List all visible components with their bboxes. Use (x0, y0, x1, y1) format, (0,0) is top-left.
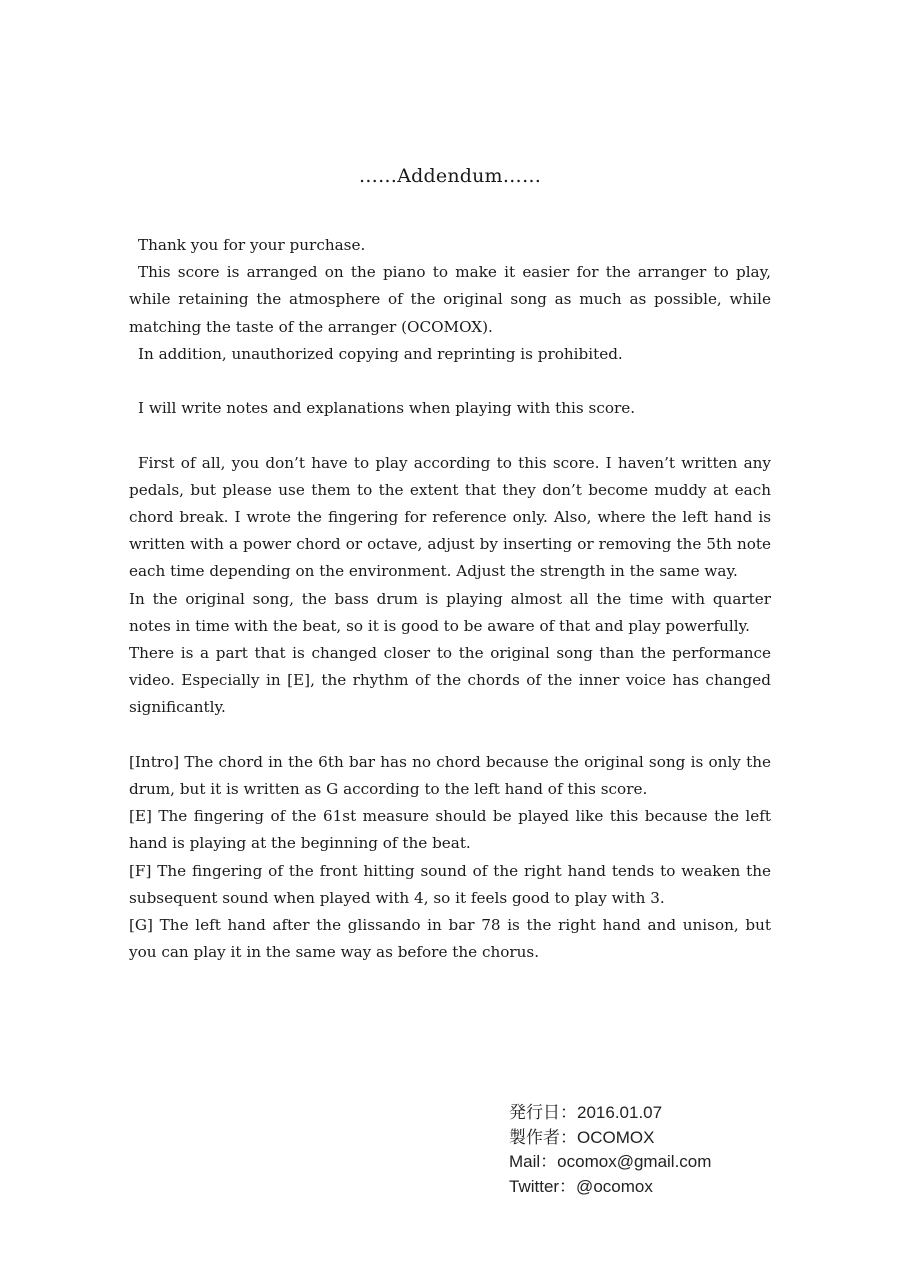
thanks-paragraph: Thank you for your purchase. (138, 236, 366, 254)
section-note-f: [F] The fingering of the front hitting sound of the right hand tends to weaken the subsequent sound when played with 4, so it feels good to play with 3. (129, 861, 771, 907)
spacer (129, 722, 771, 749)
spacer (129, 422, 771, 449)
bass-drum-paragraph: In the original song, the bass drum is playing almost all the time with quarter notes in time with the beat, so it is good to be aware of that and play powerfully. (129, 589, 771, 635)
notes-intro-paragraph: I will write notes and explanations when playing with this score. (138, 399, 636, 418)
general-notes-paragraph: First of all, you don’t have to play according to this score. I haven’t written any pedals, but please use them to the extent that they don’t become muddy at each chord break. I wrote the fingering for reference only. Also, where the left hand is written with a power chord or octave, adjust by inserting or removing the 5th note each time depending on the environment. Adjust the strength in the same way. (129, 453, 771, 581)
colophon (509, 1101, 711, 1199)
twitter-handle: Twitter：@ocomox (509, 1176, 653, 1196)
publish-date: 発行日：2016.01.07 (509, 1103, 663, 1122)
section-note-e: [E] The fingering of the 61st measure should be played like this because the left hand is playing at the beginning of the beat. (129, 807, 771, 853)
arrangement-paragraph: This score is arranged on the piano to make it easier for the arranger to play, while retaining the atmosphere of the original song as much as possible, while matching the taste of the arranger (OCOMOX). (129, 263, 771, 336)
section-note-intro: [Intro] The chord in the 6th bar has no chord because the original song is only the drum, but it is written as G according to the left hand of this score. (129, 752, 771, 799)
spacer (129, 368, 771, 395)
mail-address: Mail：ocomox@gmail.com (509, 1152, 712, 1171)
addendum-body (129, 232, 771, 966)
author: 製作者：OCOMOX (509, 1127, 655, 1147)
page-title: ……Addendum…… (358, 165, 542, 187)
section-note-g: [G] The left hand after the glissando in bar 78 is the right hand and unison, but you can play it in the same way as before the chorus. (129, 916, 771, 962)
changes-paragraph: There is a part that is changed closer to the original song than the performance video. Especially in [E], the rhythm of the chords of the inner voice has changed significantly. (129, 644, 771, 717)
copyright-paragraph: In addition, unauthorized copying and reprinting is prohibited. (138, 344, 623, 363)
